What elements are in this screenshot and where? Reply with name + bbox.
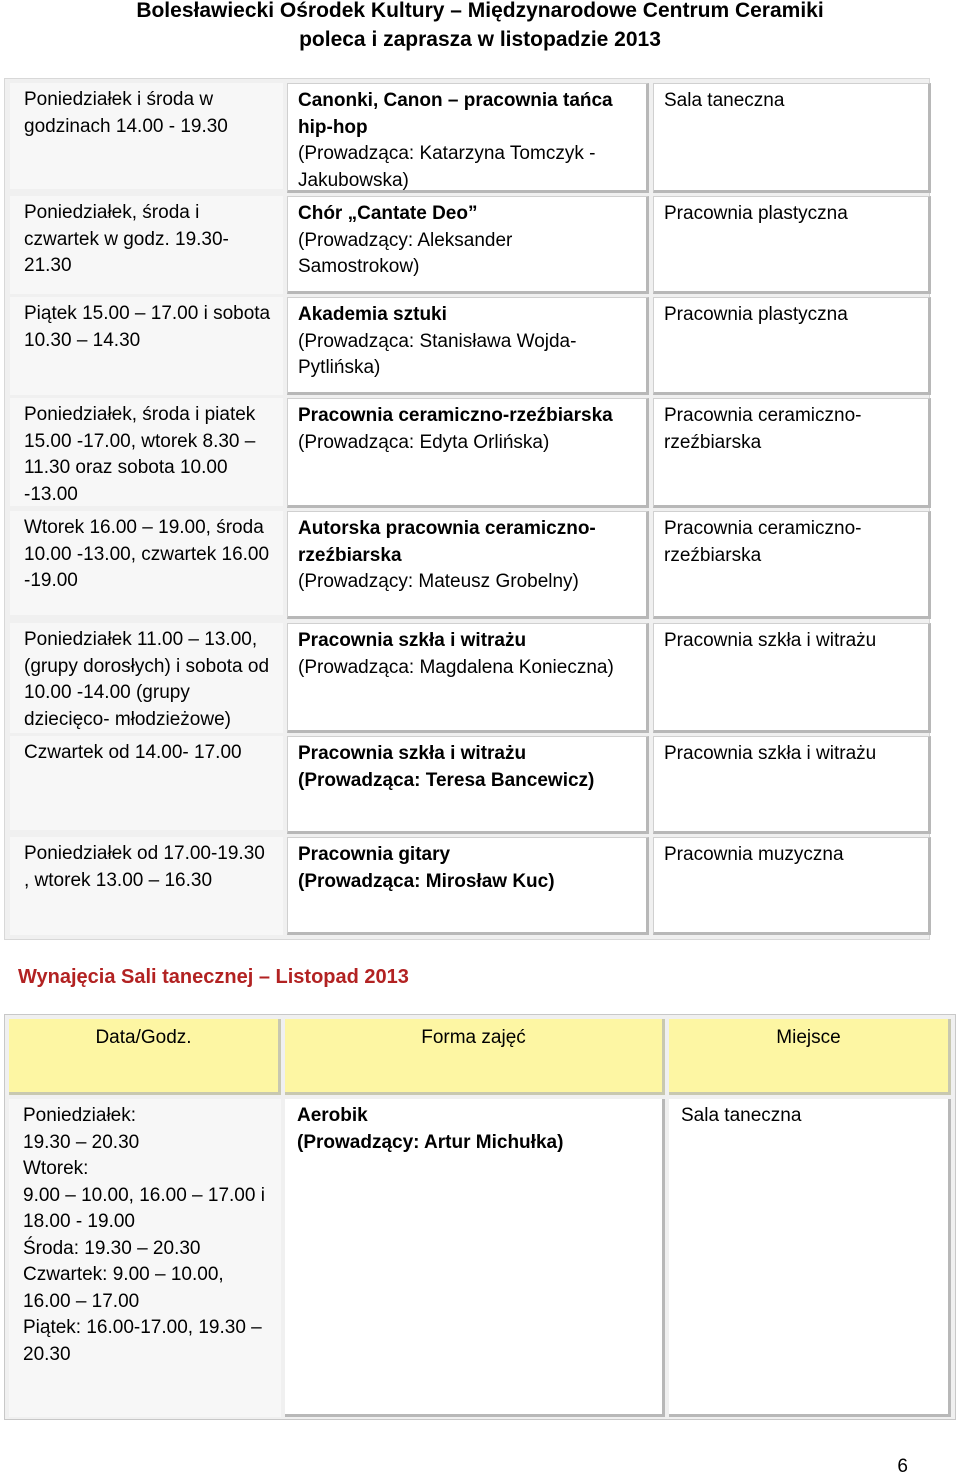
schedule-when: Poniedziałek, środa i czwartek w godz. 19.30-21.30 [10,196,283,294]
activity-lead: (Prowadząca: Edyta Orlińska) [298,431,550,453]
schedule-line: Wtorek: [23,1158,89,1179]
activity-lead: (Prowadząca: Katarzyna Tomczyk - Jakubowska) [298,143,596,191]
schedule-place: Pracownia szkła i witrażu [653,623,931,733]
schedule-activity [287,83,649,193]
activity-title: Pracownia gitary [298,844,451,865]
schedule-activity [287,297,649,395]
schedule-when: Poniedziałek, środa i piatek 15.00 -17.00, wtorek 8.30 – 11.30 oraz sobota 10.00 -13.00 [10,398,283,506]
schedule-line: Piątek: 16.00-17.00, 19.30 – 20.30 [23,1317,262,1365]
page-header [0,0,960,54]
rental-activity-title: Aerobik [297,1105,368,1126]
header-date: Data/Godz. [9,1019,281,1095]
schedule-place: Pracownia ceramiczno-rzeźbiarska [653,398,931,508]
rental-section-title: Wynajęcia Sali tanecznej – Listopad 2013 [18,966,409,988]
activity-lead: (Prowadzący: Mateusz Grobelny) [298,571,579,592]
schedule-place: Pracownia plastyczna [653,196,931,294]
schedule-activity [287,837,649,935]
schedule-line: 19.30 – 20.30 [23,1131,140,1153]
schedule-when: Czwartek od 14.00- 17.00 [10,736,283,830]
schedule-place: Pracownia ceramiczno-rzeźbiarska [653,511,931,619]
schedule-place: Sala taneczna [653,83,931,193]
schedule-place: Pracownia szkła i witrażu [653,736,931,834]
activity-title: Pracownia ceramiczno-rzeźbiarska [298,405,613,426]
rental-instructor: (Prowadzący: Artur Michułka) [297,1131,564,1153]
activity-title: Chór „Cantate Deo” [298,203,478,224]
rental-table [4,1014,956,1420]
activity-title: Pracownia szkła i witrażu [298,630,527,651]
schedule-line: Środa: 19.30 – 20.30 [23,1237,201,1259]
schedule-place: Pracownia muzyczna [653,837,931,935]
activity-title: Canonki, Canon – pracownia tańca hip-hop [298,90,613,138]
header-place: Miejsce [669,1019,951,1095]
activity-title: Pracownia szkła i witrażu [298,743,527,764]
schedule-line: Czwartek: 9.00 – 10.00, 16.00 – 17.00 [23,1264,224,1312]
rental-schedule [9,1099,281,1417]
schedule-activity [287,511,649,619]
schedule-when: Poniedziałek i środa w godzinach 14.00 - 19.30 [10,83,283,189]
schedule-when: Poniedziałek od 17.00-19.30 , wtorek 13.00 – 16.30 [10,837,283,935]
schedule-line: Poniedziałek: [23,1105,137,1126]
activity-lead: (Prowadząca: Mirosław Kuc) [298,870,555,892]
rental-activity [285,1099,665,1417]
activity-lead: (Prowadząca: Teresa Bancewicz) [298,769,595,791]
schedule-table [4,78,930,940]
header-title: Bolesławiecki Ośrodek Kultury – Międzynarodowe Centrum Ceramiki [136,0,824,22]
activity-lead: (Prowadząca: Magdalena Konieczna) [298,656,614,678]
schedule-when: Piątek 15.00 – 17.00 i sobota 10.30 – 14.30 [10,297,283,395]
schedule-activity [287,736,649,834]
header-subtitle: poleca i zaprasza w listopadzie 2013 [299,28,661,51]
page-number: 6 [897,1456,908,1477]
activity-title: Autorska pracownia ceramiczno-rzeźbiarska [298,518,596,566]
header-activity: Forma zajęć [285,1019,665,1095]
schedule-when: Wtorek 16.00 – 19.00, środa 10.00 -13.00, czwartek 16.00 -19.00 [10,511,283,615]
activity-lead: (Prowadzący: Aleksander Samostrokow) [298,229,513,277]
schedule-line: 9.00 – 10.00, 16.00 – 17.00 i 18.00 - 19.00 [23,1184,265,1232]
schedule-activity [287,196,649,294]
activity-lead: (Prowadząca: Stanisława Wojda-Pytlińska) [298,330,577,378]
schedule-activity [287,623,649,733]
activity-title: Akademia sztuki [298,304,447,325]
schedule-when: Poniedziałek 11.00 – 13.00, (grupy dorosłych) i sobota od 10.00 -14.00 (grupy dziecięco- młodzieżowe) [10,623,283,733]
rental-place: Sala taneczna [669,1099,951,1417]
schedule-place: Pracownia plastyczna [653,297,931,395]
schedule-activity [287,398,649,508]
